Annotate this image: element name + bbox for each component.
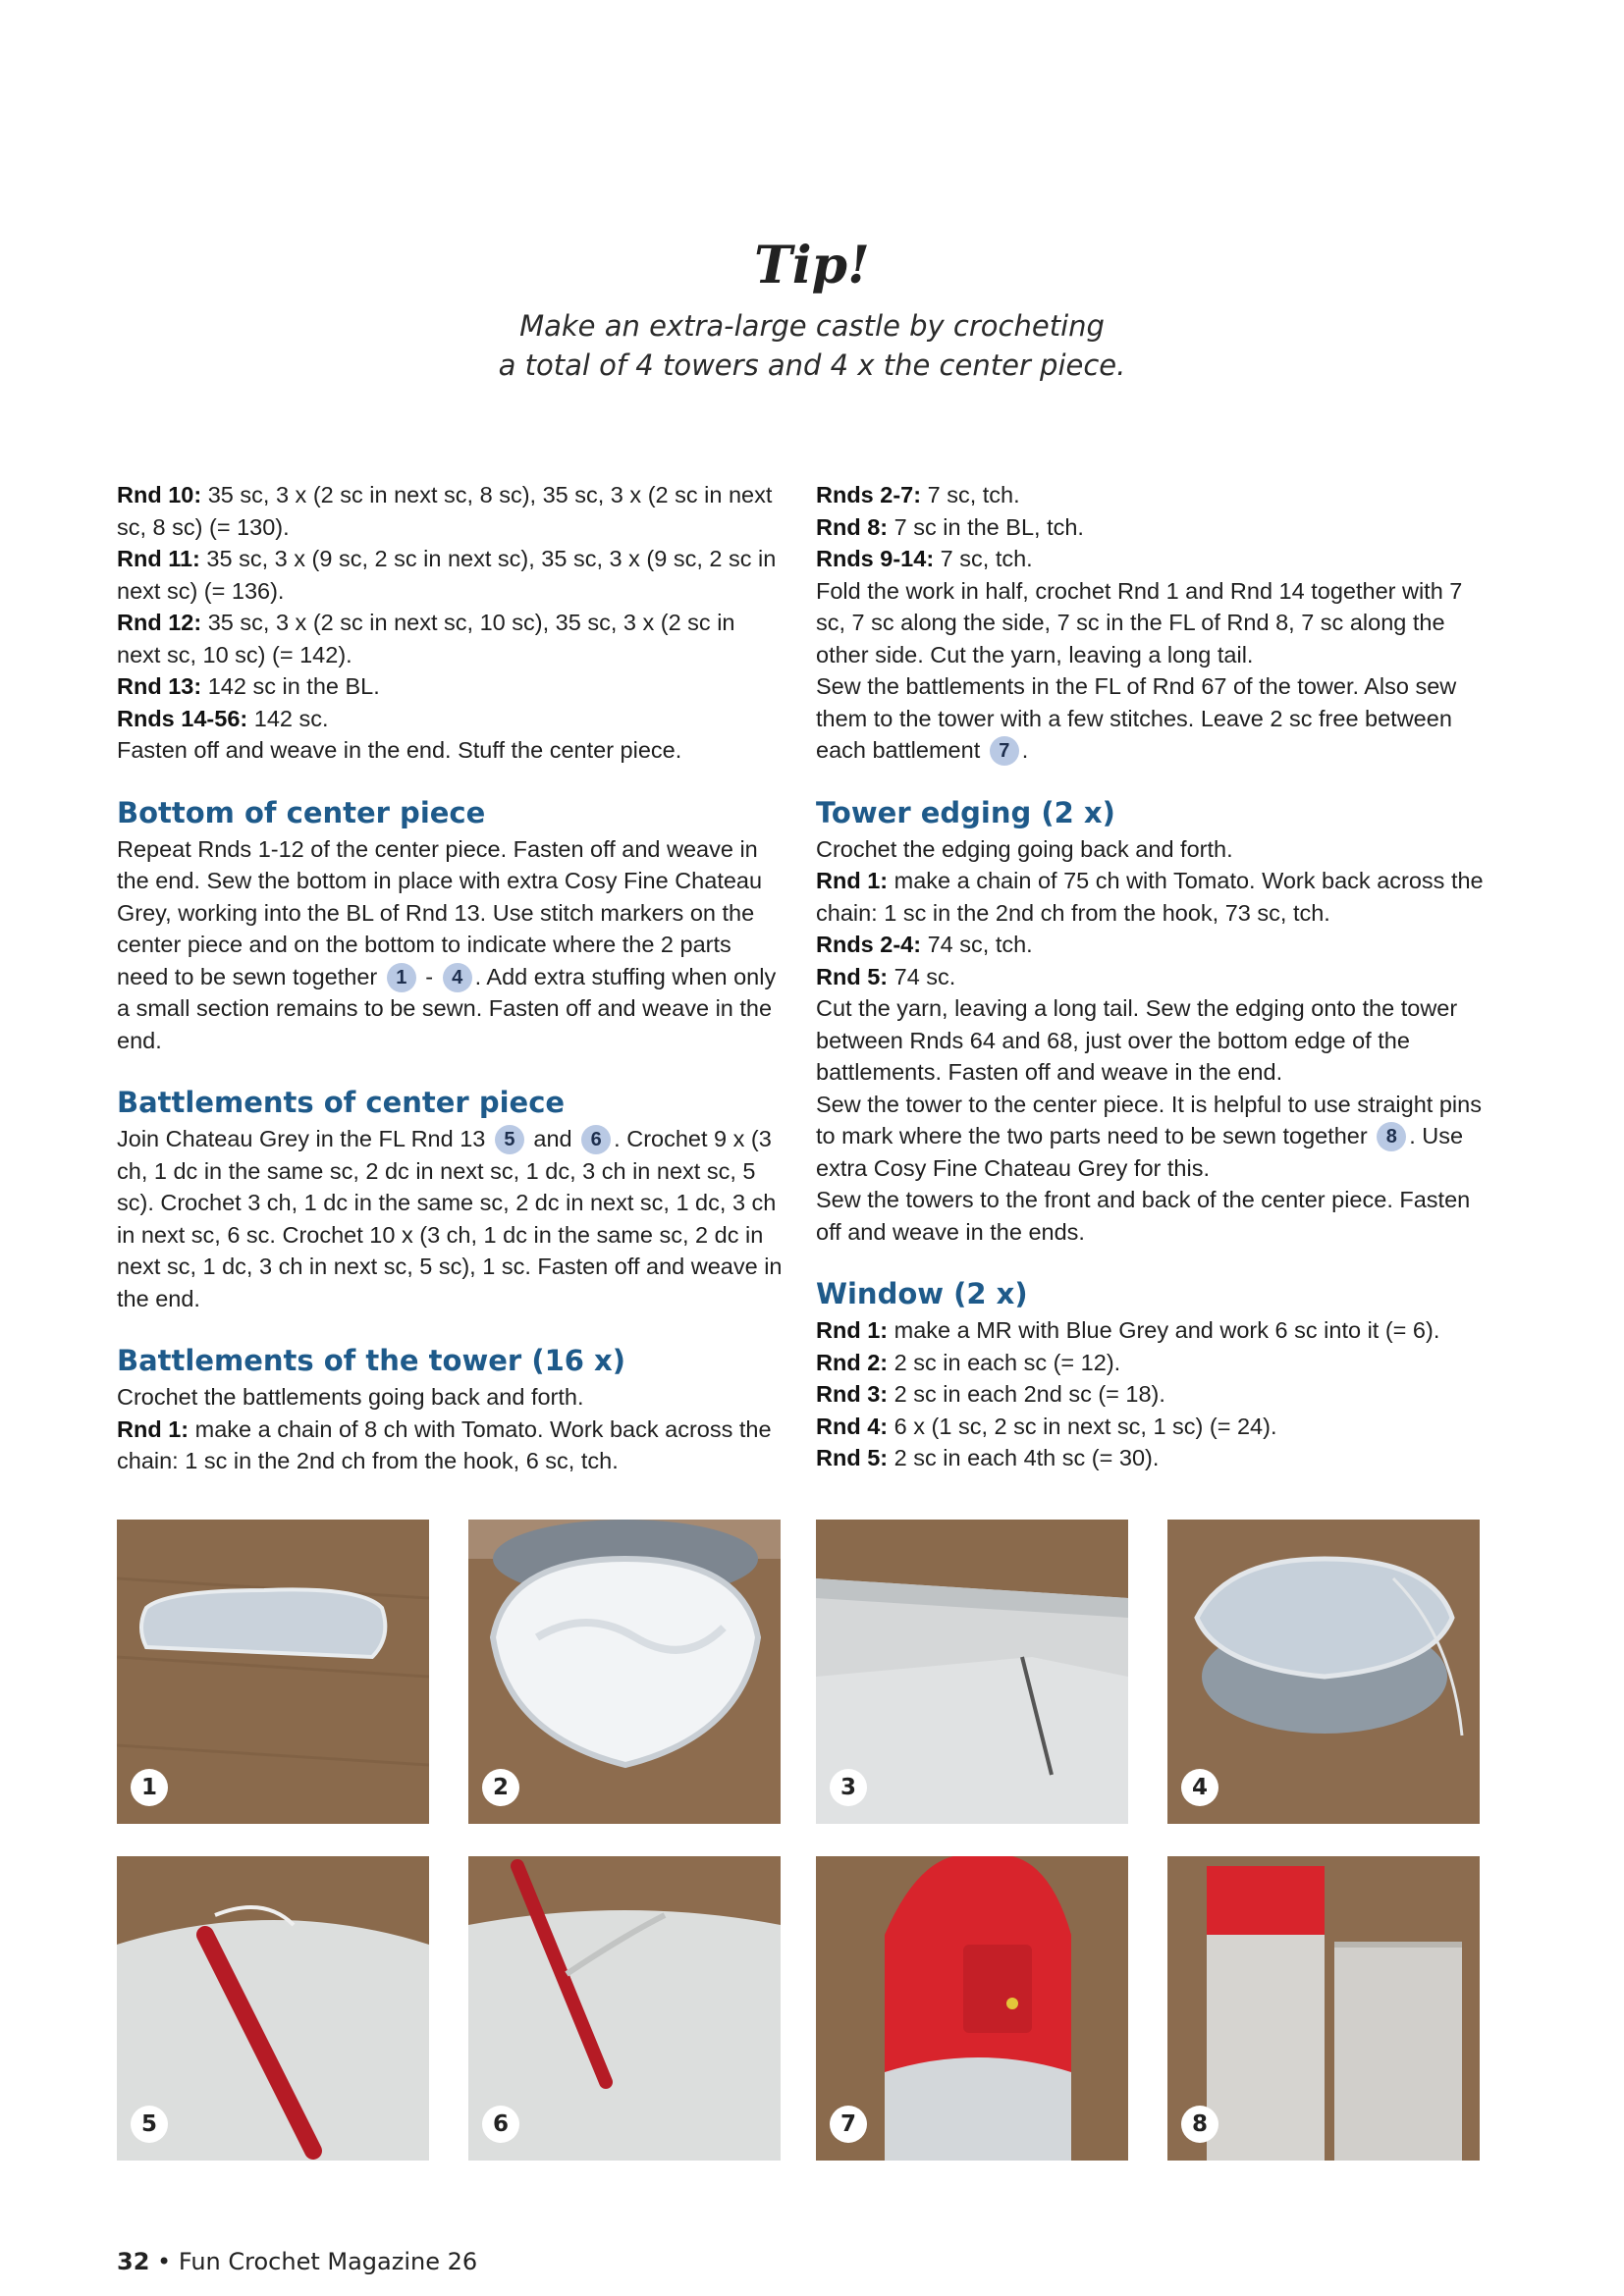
step-badge-4: 4 (443, 963, 472, 992)
photo-number-7: 7 (830, 2106, 867, 2143)
window-rnd-1: Rnd 1: make a MR with Blue Grey and work 6 sc into it (= 6). (816, 1317, 1440, 1343)
left-column (117, 479, 785, 1477)
photo-7 (816, 1856, 1128, 2161)
step-badge-6: 6 (581, 1125, 611, 1154)
photo-number-6: 6 (482, 2106, 519, 2143)
photo-4 (1167, 1520, 1480, 1824)
battlements-center-instructions: Join Chateau Grey in the FL Rnd 13 5 and 6 . Crochet 9 x (3 ch, 1 dc in the same sc, 2 dc in next sc, 1 dc, 3 ch in next sc, 5 sc). Crochet 3 ch, 1 dc in the same sc, 2 dc in next sc, 1 dc, 3 ch in next sc, 6 sc. Crochet 10 x (3 ch, 1 dc in the same sc, 2 dc in next sc, 1 dc, 3 ch in next sc, 5 sc), 1 sc. Fasten off and weave in the end. (117, 1126, 783, 1311)
edging-intro: Crochet the edging going back and forth. (816, 835, 1233, 862)
photo-number-3: 3 (830, 1769, 867, 1806)
right-column (816, 479, 1493, 1474)
heading-battlements-center: Battlements of center piece (117, 1086, 566, 1119)
photo-number-2: 2 (482, 1769, 519, 1806)
footer-bullet: • (157, 2248, 172, 2275)
edging-sew-tower: Sew the tower to the center piece. It is helpful to use straight pins to mark where the two parts need to be sewn together 8 . Use extra Cosy Fine Chateau Grey for this. (816, 1091, 1482, 1181)
rnd-8: Rnd 8: 7 sc in the BL, tch. (816, 513, 1084, 540)
heading-tower-edging: Tower edging (2 x) (816, 795, 1115, 829)
photo-number-8: 8 (1181, 2106, 1218, 2143)
photo-1 (117, 1520, 429, 1824)
battlements-tower-intro: Crochet the battlements going back and forth. (117, 1384, 584, 1410)
tip-line-2: a total of 4 towers and 4 x the center piece. (498, 348, 1126, 382)
step-badge-7: 7 (990, 736, 1019, 766)
step-badge-8: 8 (1377, 1122, 1406, 1151)
window-rnd-5: Rnd 5: 2 sc in each 4th sc (= 30). (816, 1445, 1160, 1470)
tip-title: Tip! (754, 236, 870, 295)
fold-instructions: Fold the work in half, crochet Rnd 1 and Rnd 14 together with 7 sc, 7 sc along the side, 7 sc in the FL of Rnd 8, 7 sc along the other side. Cut the yarn, leaving a long tail. (816, 577, 1463, 667)
photo-2 (468, 1520, 781, 1824)
heading-window: Window (2 x) (816, 1277, 1028, 1310)
edging-rnd-1: Rnd 1: make a chain of 75 ch with Tomato. Work back across the chain: 1 sc in the 2nd ch from the hook, 73 sc, tch. (816, 868, 1484, 926)
window-rnd-4: Rnd 4: 6 x (1 sc, 2 sc in next sc, 1 sc) (= 24). (816, 1413, 1277, 1439)
heading-bottom-center-piece: Bottom of center piece (117, 795, 486, 829)
battlements-tower-rnd-1: Rnd 1: make a chain of 8 ch with Tomato. Work back across the chain: 1 sc in the 2nd ch from the hook, 6 sc, tch. (117, 1415, 772, 1473)
photo-8 (1167, 1856, 1480, 2161)
rnd-11: Rnd 11: 35 sc, 3 x (9 sc, 2 sc in next sc), 35 sc, 3 x (9 sc, 2 sc in next sc) (= 136). (117, 546, 777, 604)
photo-number-5: 5 (131, 2106, 168, 2143)
rnd-13: Rnd 13: 142 sc in the BL. (117, 673, 380, 699)
magazine-title: Fun Crochet Magazine 26 (178, 2248, 478, 2275)
page-footer (117, 2248, 477, 2275)
rnds-2-7: Rnds 2-7: 7 sc, tch. (816, 482, 1020, 507)
window-rnd-2: Rnd 2: 2 sc in each sc (= 12). (816, 1349, 1121, 1375)
rnd-10: Rnd 10: 35 sc, 3 x (2 sc in next sc, 8 sc), 35 sc, 3 x (2 sc in next sc, 8 sc) (= 130). (117, 482, 773, 540)
tip-text (0, 306, 1624, 385)
photo-5 (117, 1856, 429, 2161)
bottom-instructions: Repeat Rnds 1-12 of the center piece. Fasten off and weave in the end. Sew the bottom in place with extra Cosy Fine Chateau Grey, working into the BL of Rnd 13. Use stitch markers on the center piece and on the bottom to indicate where the 2 parts need to be sewn together 1 - 4 . Add extra stuffing when only a small section remains to be sewn. Fasten off and weave in the end. (117, 835, 777, 1053)
edging-cut: Cut the yarn, leaving a long tail. Sew the edging onto the tower between Rnds 64 and 68, just over the bottom edge of the battlements. Fasten off and weave in the end. (816, 995, 1458, 1085)
tip-line-1: Make an extra-large castle by crocheting (519, 309, 1105, 343)
fasten-off-note: Fasten off and weave in the end. Stuff the center piece. (117, 737, 682, 763)
edging-sew-towers: Sew the towers to the front and back of the center piece. Fasten off and weave in the ends. (816, 1187, 1471, 1245)
photo-number-4: 4 (1181, 1769, 1218, 1806)
photo-6 (468, 1856, 781, 2161)
heading-battlements-tower: Battlements of the tower (16 x) (117, 1344, 625, 1377)
sew-battlements: Sew the battlements in the FL of Rnd 67 of the tower. Also sew them to the tower with a few stitches. Leave 2 sc free between each battlement 7 . (816, 670, 1493, 767)
page-number: 32 (117, 2248, 150, 2275)
rnds-14-56: Rnds 14-56: 142 sc. (117, 705, 329, 731)
photo-3 (816, 1520, 1128, 1824)
rnds-9-14: Rnds 9-14: 7 sc, tch. (816, 546, 1033, 571)
rnd-12: Rnd 12: 35 sc, 3 x (2 sc in next sc, 10 sc), 35 sc, 3 x (2 sc in next sc, 10 sc) (= 142). (117, 610, 735, 667)
edging-rnds-2-4: Rnds 2-4: 74 sc, tch. (816, 932, 1033, 957)
photo-number-1: 1 (131, 1769, 168, 1806)
edging-rnd-5: Rnd 5: 74 sc. (816, 963, 956, 989)
step-badge-5: 5 (495, 1125, 524, 1154)
window-rnd-3: Rnd 3: 2 sc in each 2nd sc (= 18). (816, 1381, 1165, 1407)
step-badge-1: 1 (387, 963, 416, 992)
